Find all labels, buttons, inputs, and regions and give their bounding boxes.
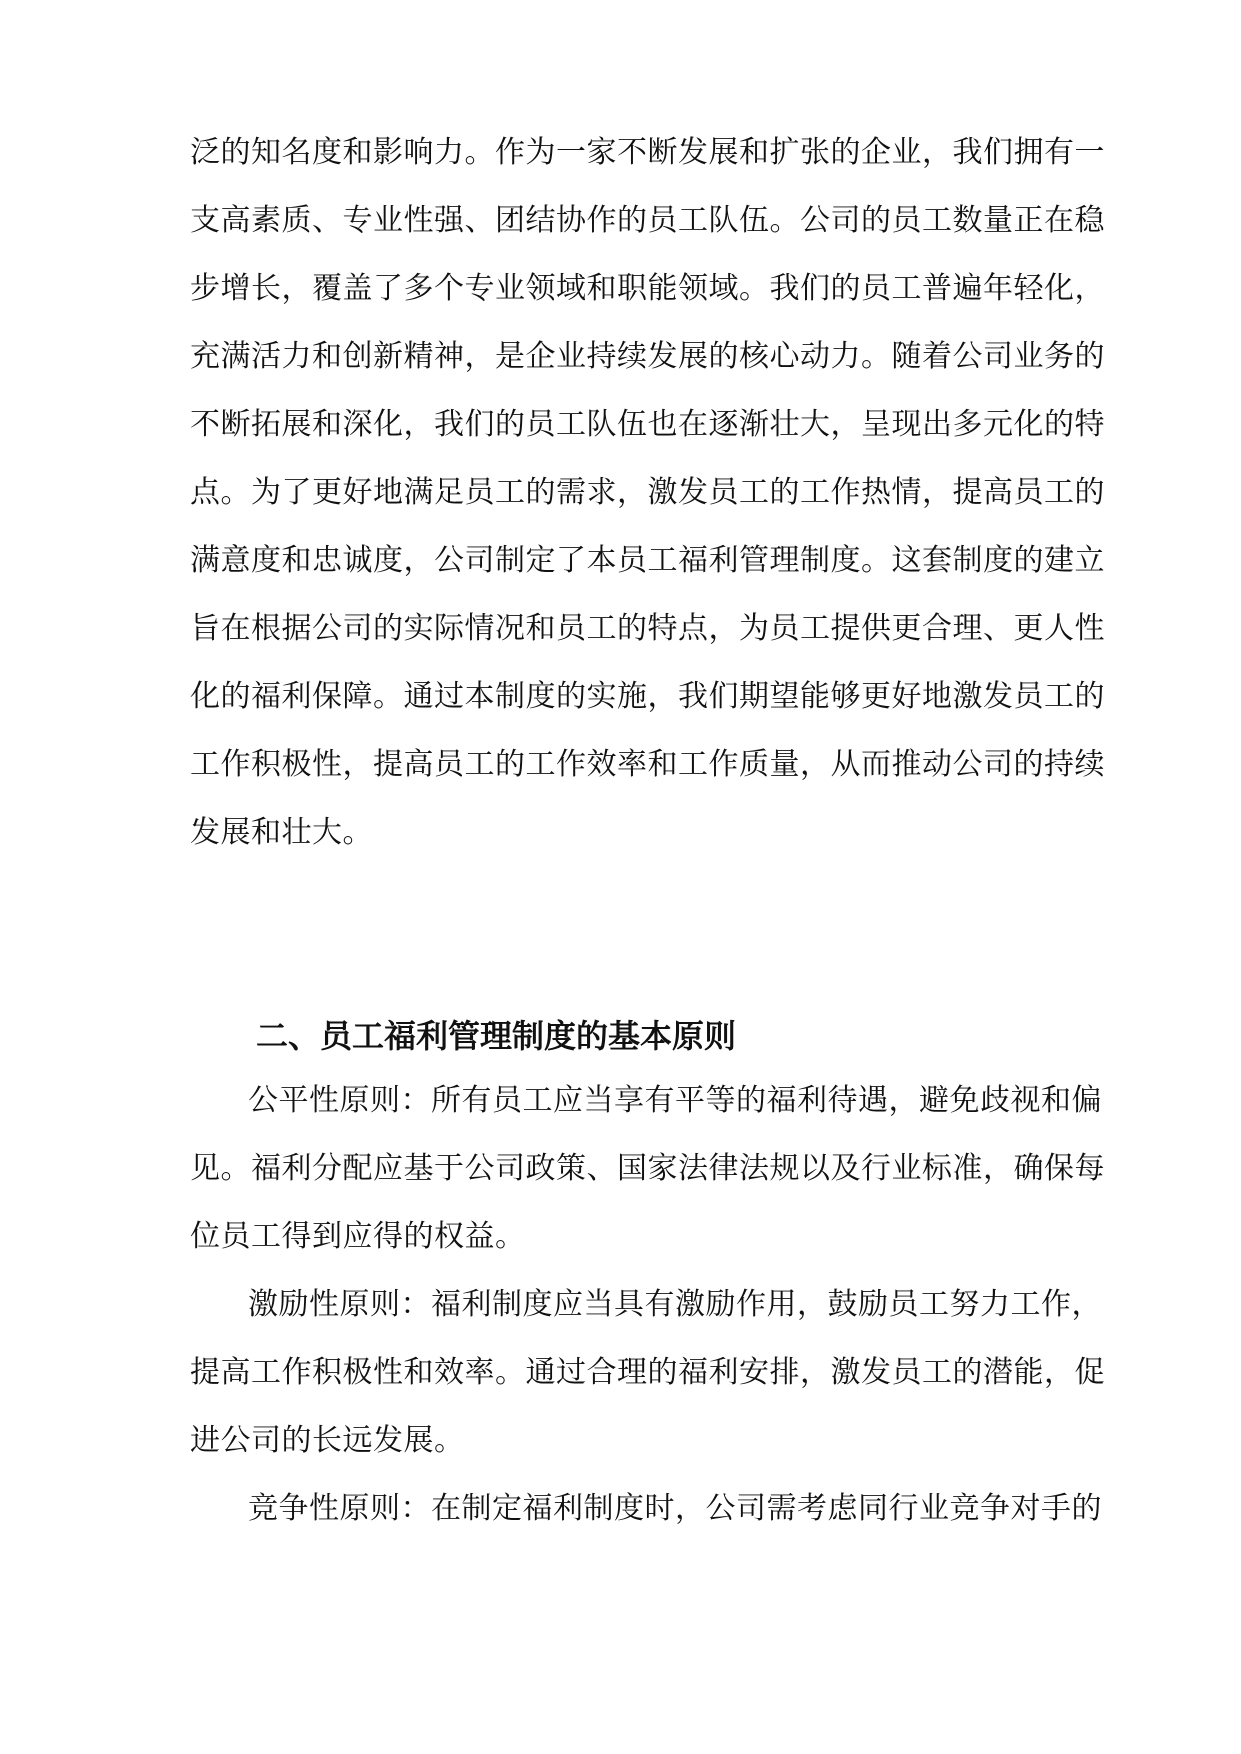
intro-line: 步增长，覆盖了多个专业领域和职能领域。我们的员工普遍年轻化， bbox=[190, 271, 1105, 306]
fairness-line: 位员工得到应得的权益。 bbox=[190, 1219, 526, 1254]
intro-line: 支高素质、专业性强、团结协作的员工队伍。公司的员工数量正在稳 bbox=[190, 203, 1105, 238]
fairness-line: 公平性原则：所有员工应当享有平等的福利待遇，避免歧视和偏 bbox=[248, 1083, 1102, 1118]
incentive-line: 进公司的长远发展。 bbox=[190, 1423, 465, 1458]
intro-line: 化的福利保障。通过本制度的实施，我们期望能够更好地激发员工的 bbox=[190, 679, 1105, 714]
intro-line: 充满活力和创新精神，是企业持续发展的核心动力。随着公司业务的 bbox=[190, 339, 1105, 374]
intro-line: 发展和壮大。 bbox=[190, 815, 373, 850]
intro-line: 满意度和忠诚度，公司制定了本员工福利管理制度。这套制度的建立 bbox=[190, 543, 1105, 578]
section-heading: 二、员工福利管理制度的基本原则 bbox=[256, 1017, 737, 1055]
incentive-line: 激励性原则：福利制度应当具有激励作用，鼓励员工努力工作， bbox=[248, 1287, 1102, 1322]
intro-line: 旨在根据公司的实际情况和员工的特点，为员工提供更合理、更人性 bbox=[190, 611, 1105, 646]
competitive-line: 竞争性原则：在制定福利制度时，公司需考虑同行业竞争对手的 bbox=[248, 1491, 1102, 1526]
fairness-line: 见。福利分配应基于公司政策、国家法律法规以及行业标准，确保每 bbox=[190, 1151, 1105, 1186]
intro-line: 泛的知名度和影响力。作为一家不断发展和扩张的企业，我们拥有一 bbox=[190, 135, 1105, 170]
intro-line: 点。为了更好地满足员工的需求，激发员工的工作热情，提高员工的 bbox=[190, 475, 1105, 510]
intro-line: 不断拓展和深化，我们的员工队伍也在逐渐壮大，呈现出多元化的特 bbox=[190, 407, 1105, 442]
intro-line: 工作积极性，提高员工的工作效率和工作质量，从而推动公司的持续 bbox=[190, 747, 1105, 782]
incentive-line: 提高工作积极性和效率。通过合理的福利安排，激发员工的潜能，促 bbox=[190, 1355, 1105, 1390]
